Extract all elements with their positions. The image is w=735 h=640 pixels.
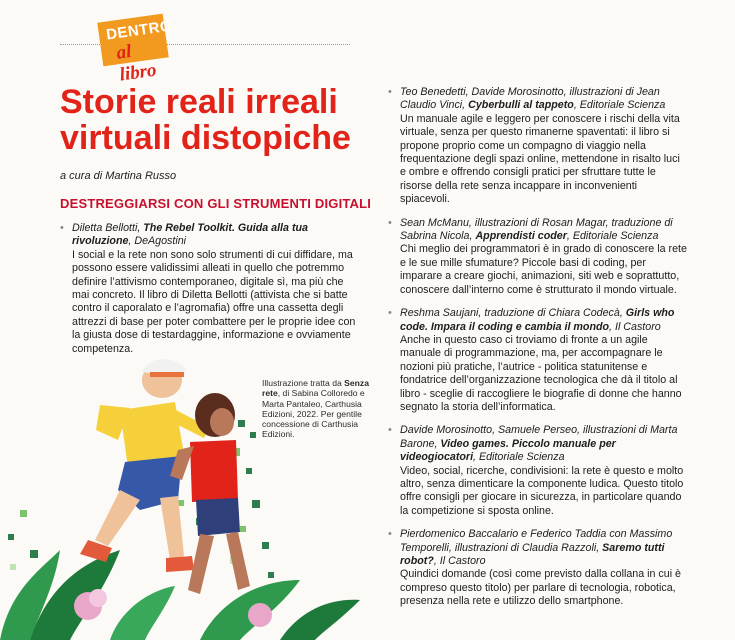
book-entry	[388, 217, 688, 297]
entry-description: Chi meglio dei programmatori è in grado di conoscere la rete e le sue mille sfumature? Piccole basi di coding, per imparare a creare giochi, animazioni, siti web e soprattutto, conoscere dall’interno come è strutturato il mondo virtuale.	[400, 243, 687, 296]
bullet-icon: •	[60, 222, 64, 234]
entry-authors: Davide Morosinotto, Samuele Perseo, illustrazioni di Marta Barone,	[400, 424, 678, 450]
entry-publisher: , DeAgostini	[128, 235, 187, 248]
caption-prefix: Illustrazione tratta da	[262, 378, 345, 388]
badge-line1: DENTRO	[105, 17, 174, 44]
bullet-icon: •	[388, 216, 392, 229]
entry-description: Quindici domande (così come previsto dalla collana in cui è compreso questo titolo) per parlare di tecnologia, robotica, presenza nella rete e utilizzo dello smartphone.	[400, 568, 681, 608]
badge-line2: al libro	[115, 40, 158, 86]
entry-publisher: , Editoriale Scienza	[566, 230, 659, 243]
leaf-shape	[110, 586, 175, 640]
entry-authors: Pierdomenico Baccalario e Federico Taddia con Massimo Temporelli, illustrazioni di Claudia Razzoli,	[400, 528, 673, 554]
flower-shape	[248, 603, 272, 627]
entry-description: I social e la rete non sono solo strumenti di cui diffidare, ma possono essere validissimi alleati in quello che potremmo definire l’attivismo contemporaneo, digitale sì, ma più che mai concreto. Il libro di Diletta Bellotti (attivista che si batte contro il caporalato e l’agromafia) offre una cassetta degli attrezzi di base per poter combattere per le proprie idee con la giusta dose di testardaggine, informazione e ovviamente competenza.	[72, 248, 356, 355]
entry-book-title: Girls who code. Impara il coding e cambia il mondo	[400, 307, 675, 333]
caption-book: Senza rete	[262, 378, 370, 399]
book-entry	[388, 424, 688, 518]
entry-authors: Sean McManu, illustrazioni di Rosan Magar, traduzione di Sabrina Nicola,	[400, 216, 673, 243]
entry-book-title: The Rebel Toolkit. Guida alla tua rivoluzione	[72, 222, 308, 248]
entry-book-title: Saremo tutti robot?	[400, 541, 665, 567]
bullet-icon: •	[388, 307, 392, 320]
bullet-icon: •	[388, 528, 392, 541]
section-badge	[92, 12, 174, 86]
entry-book-title: Video games. Piccolo manuale per videogiocatori	[400, 437, 616, 464]
right-column	[388, 86, 688, 619]
entry-authors: Teo Benedetti, Davide Morosinotto, illustrazioni di Jean Claudio Vinci,	[400, 86, 660, 112]
left-column	[60, 222, 360, 366]
entry-publisher: , Editoriale Scienza	[573, 99, 666, 112]
entry-description: Video, social, ricerche, condivisioni: la rete è questo e molto altro, senza dimenticare la componente ludica. Questo titolo offre consigli per giocare in sicurezza, in particolare quando la competizione si sposta online.	[400, 464, 684, 517]
bullet-icon: •	[388, 424, 392, 437]
book-entry	[60, 222, 360, 356]
book-entry	[388, 528, 688, 608]
byline: a cura di Martina Russo	[60, 170, 177, 182]
entry-authors: Reshma Saujani, traduzione di Chiara Codecà,	[400, 307, 626, 320]
illustration-caption	[262, 378, 372, 440]
section-heading: DESTREGGIARSI CON GLI STRUMENTI DIGITALI	[60, 196, 372, 211]
entry-book-title: Cyberbulli al tappeto	[468, 99, 574, 112]
leaf-shape	[280, 600, 360, 640]
bullet-icon: •	[388, 86, 392, 98]
entry-publisher: , Il Castoro	[609, 320, 661, 333]
caption-suffix: , di Sabina Colloredo e Marta Pantaleo, Carthusia Edizioni, 2022. Per gentile concessione di Carthusia Edizioni.	[262, 388, 365, 440]
flower-shape	[89, 589, 107, 607]
entry-description: Anche in questo caso ci troviamo di fronte a un agile manuale di programmazione, ma, per accompagnare le nozioni più pratiche, l’autrice - politica statunitense e fondatrice dell’organizzazione tecnologica che dà il titolo al libro - sceglie di raccogliere le biografie di donne che hanno segnato la storia dell’informatica.	[400, 333, 682, 413]
entry-description: Un manuale agile e leggero per conoscere i rischi della vita virtuale, senza per questo rimanerne spaventati: il libro si propone proprio come un compagno di viaggio nella frequentazione degli spazi online, mettendone in risalto luci e ombre e offrendo consigli pratici per sfruttare tutte le risorse della rete senza incappare in inconvenienti spiacevoli.	[400, 112, 680, 206]
entry-publisher: , Editoriale Scienza	[473, 451, 565, 464]
entry-publisher: , Il Castoro	[433, 555, 486, 567]
article-title: Storie reali irreali virtuali distopiche	[60, 83, 351, 157]
entry-authors: Diletta Bellotti,	[72, 222, 144, 234]
entry-book-title: Apprendisti coder	[475, 230, 567, 243]
book-entry	[388, 86, 688, 207]
boy-figure	[80, 359, 210, 572]
book-entry	[388, 307, 688, 414]
